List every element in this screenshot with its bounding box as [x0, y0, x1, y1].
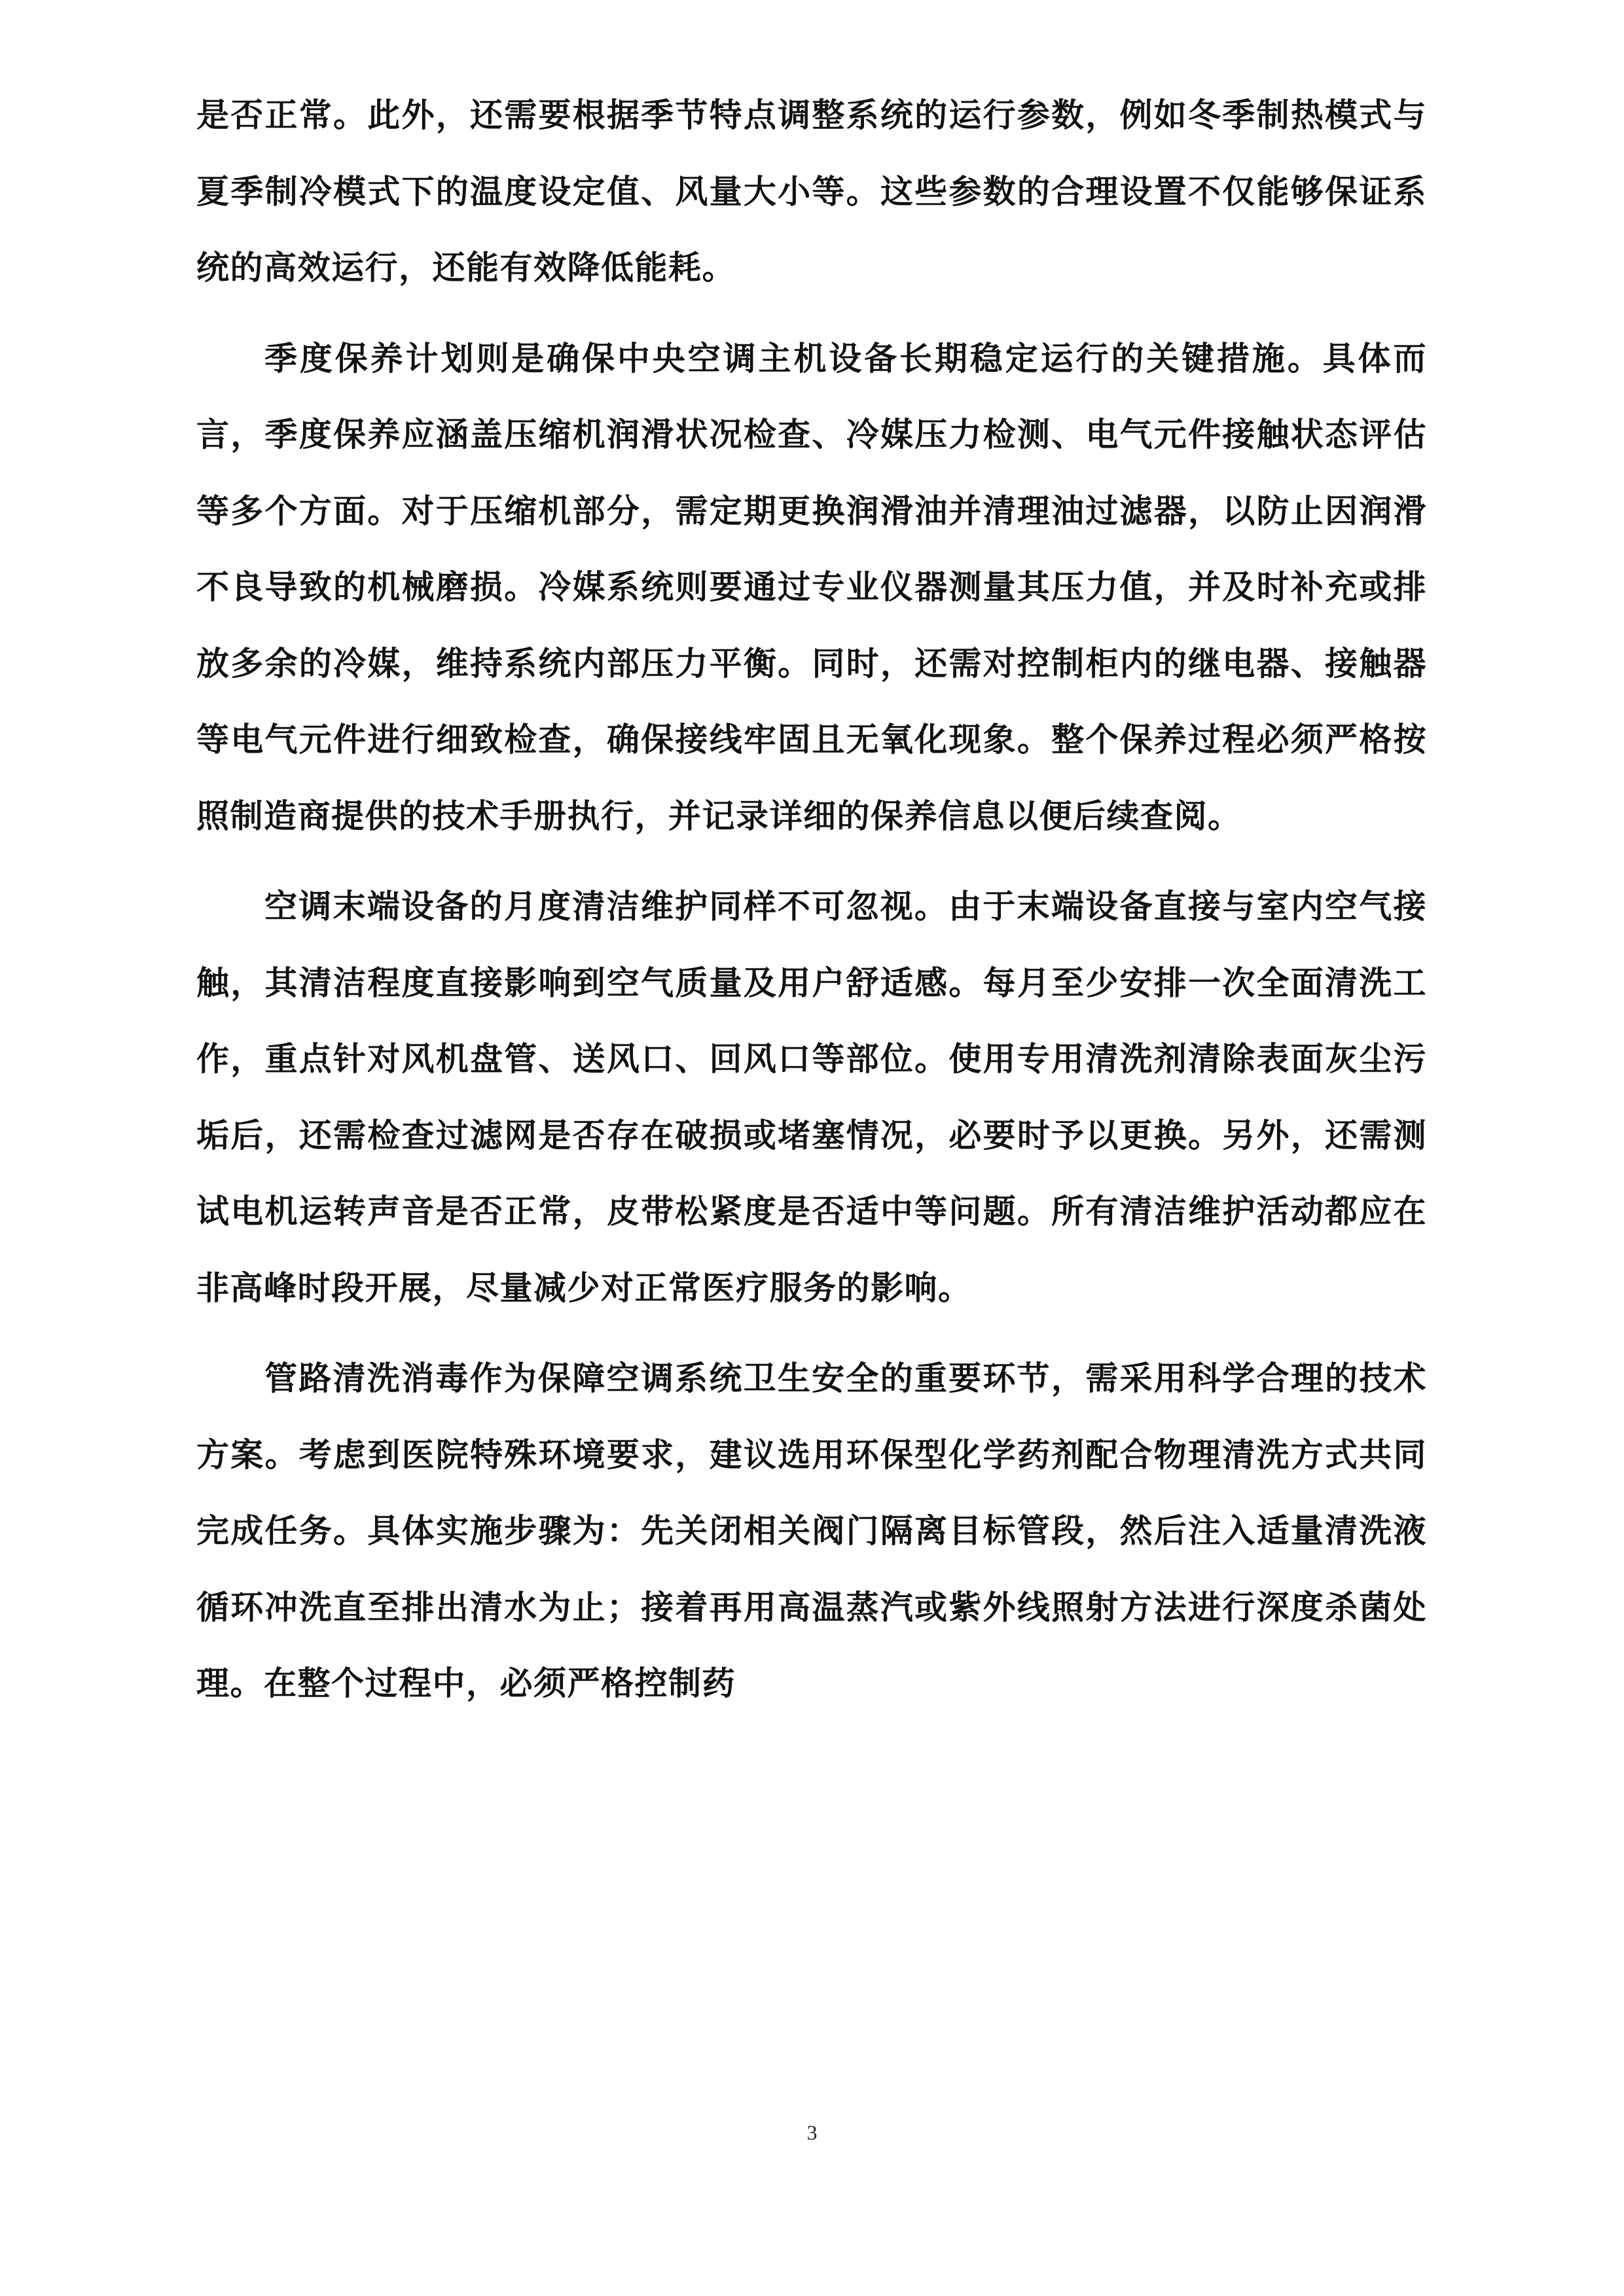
paragraph-2: 季度保养计划则是确保中央空调主机设备长期稳定运行的关键措施。具体而言，季度保养应涵盖压缩机润滑状况检查、冷媒压力检测、电气元件接触状态评估等多个方面。对于压缩机部分，需定期更换润滑油并清理油过滤器，以防止因润滑不良导致的机械磨损。冷媒系统则要通过专业仪器测量其压力值，并及时补充或排放多余的冷媒，维持系统内部压力平衡。同时，还需对控制柜内的继电器、接触器等电气元件进行细致检查，确保接线牢固且无氧化现象。整个保养过程必须严格按照制造商提供的技术手册执行，并记录详细的保养信息以便后续查阅。: [196, 338, 1427, 835]
body-text: [196, 77, 1427, 1722]
paragraph-4: 管路清洗消毒作为保障空调系统卫生安全的重要环节，需采用科学合理的技术方案。考虑到医院特殊环境要求，建议选用环保型化学药剂配合物理清洗方式共同完成任务。具体实施步骤为：先关闭相关阀门隔离目标管段，然后注入适量清洗液循环冲洗直至排出清水为止；接着再用高温蒸汽或紫外线照射方法进行深度杀菌处理。在整个过程中，必须严格控制药: [196, 1359, 1427, 1702]
paragraph-3: 空调末端设备的月度清洁维护同样不可忽视。由于末端设备直接与室内空气接触，其清洁程度直接影响到空气质量及用户舒适感。每月至少安排一次全面清洗工作，重点针对风机盘管、送风口、回风口等部位。使用专用清洗剂清除表面灰尘污垢后，还需检查过滤网是否存在破损或堵塞情况，必要时予以更换。另外，还需测试电机运转声音是否正常，皮带松紧度是否适中等问题。所有清洁维护活动都应在非高峰时段开展，尽量减少对正常医疗服务的影响。: [196, 887, 1427, 1307]
page-number: 3: [806, 2121, 818, 2144]
paragraph-1: 是否正常。此外，还需要根据季节特点调整系统的运行参数，例如冬季制热模式与夏季制冷模式下的温度设定值、风量大小等。这些参数的合理设置不仅能够保证系统的高效运行，还能有效降低能耗。: [196, 96, 1427, 287]
